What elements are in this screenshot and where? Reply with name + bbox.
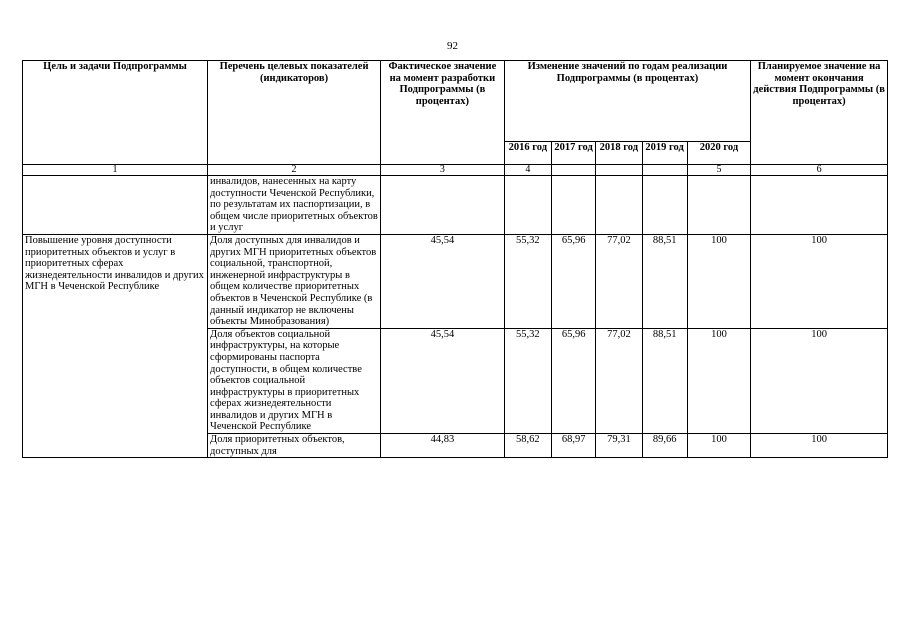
table-row [23, 176, 888, 235]
header-actual-value: Фактическое значение на момент разработки Подпрограммы (в процентах) [381, 61, 505, 165]
column-number: 4 [504, 165, 551, 176]
value-2018-cell: 79,31 [596, 434, 642, 458]
value-2016-cell: 55,32 [504, 234, 551, 328]
header-year-2020: 2020 год [687, 142, 750, 165]
value-2016-cell [504, 176, 551, 235]
value-2019-cell [642, 176, 687, 235]
column-number: 2 [208, 165, 381, 176]
header-year-2017: 2017 год [552, 142, 596, 165]
indicator-cell: Доля доступных для инвалидов и других МГН приоритетных объектов социальной, транспортной, инженерной инфраструктуры в общем количестве приоритетных объектов в Чеченской Республике (в данный индикатор не включены объекты Минобразования) [208, 234, 381, 328]
value-2017-cell [552, 176, 596, 235]
value-2017-cell: 65,96 [552, 234, 596, 328]
value-2020-cell [687, 176, 750, 235]
value-2019-cell: 88,51 [642, 328, 687, 433]
header-year-2018: 2018 год [596, 142, 642, 165]
value-2020-cell: 100 [687, 434, 750, 458]
actual-value-cell: 45,54 [381, 328, 505, 433]
table-row [23, 234, 888, 328]
value-2018-cell [596, 176, 642, 235]
value-2018-cell: 77,02 [596, 234, 642, 328]
column-numbers-row [23, 165, 888, 176]
planned-value-cell: 100 [751, 434, 888, 458]
actual-value-cell: 44,83 [381, 434, 505, 458]
value-2018-cell: 77,02 [596, 328, 642, 433]
value-2017-cell: 68,97 [552, 434, 596, 458]
column-number: 1 [23, 165, 208, 176]
column-number: 3 [381, 165, 505, 176]
header-goal: Цель и задачи Подпрограммы [23, 61, 208, 165]
actual-value-cell [381, 176, 505, 235]
planned-value-cell [751, 176, 888, 235]
planned-value-cell: 100 [751, 234, 888, 328]
indicators-table [22, 60, 888, 458]
value-2016-cell: 58,62 [504, 434, 551, 458]
value-2019-cell: 89,66 [642, 434, 687, 458]
column-number: 6 [751, 165, 888, 176]
value-2020-cell: 100 [687, 328, 750, 433]
goal-cell: Повышение уровня доступности приоритетных объектов и услуг в приоритетных сферах жизнедеятельности инвалидов и других МГН в Чеченской Республике [23, 234, 208, 457]
indicator-cell: Доля объектов социальной инфраструктуры, на которые сформированы паспорта доступности, в общем количестве объектов социальной инфраструктуры в приоритетных сферах жизнедеятельности инвалидов и других МГН в Чеченской Республике [208, 328, 381, 433]
indicator-cell: инвалидов, нанесенных на карту доступности Чеченской Республики, по результатам их паспортизации, в общем числе приоритетных объектов и услуг [208, 176, 381, 235]
value-2017-cell: 65,96 [552, 328, 596, 433]
header-planned-value: Планируемое значение на момент окончания действия Подпрограммы (в процентах) [751, 61, 888, 165]
header-year-2019: 2019 год [642, 142, 687, 165]
value-2016-cell: 55,32 [504, 328, 551, 433]
value-2020-cell: 100 [687, 234, 750, 328]
column-number: 5 [687, 165, 750, 176]
header-yearly-change: Изменение значений по годам реализации Подпрограммы (в процентах) [504, 61, 750, 142]
actual-value-cell: 45,54 [381, 234, 505, 328]
planned-value-cell: 100 [751, 328, 888, 433]
indicator-cell: Доля приоритетных объектов, доступных для [208, 434, 381, 458]
goal-cell [23, 176, 208, 235]
value-2019-cell: 88,51 [642, 234, 687, 328]
header-year-2016: 2016 год [504, 142, 551, 165]
header-indicators: Перечень целевых показателей (индикаторов) [208, 61, 381, 165]
page-number: 92 [447, 40, 458, 52]
